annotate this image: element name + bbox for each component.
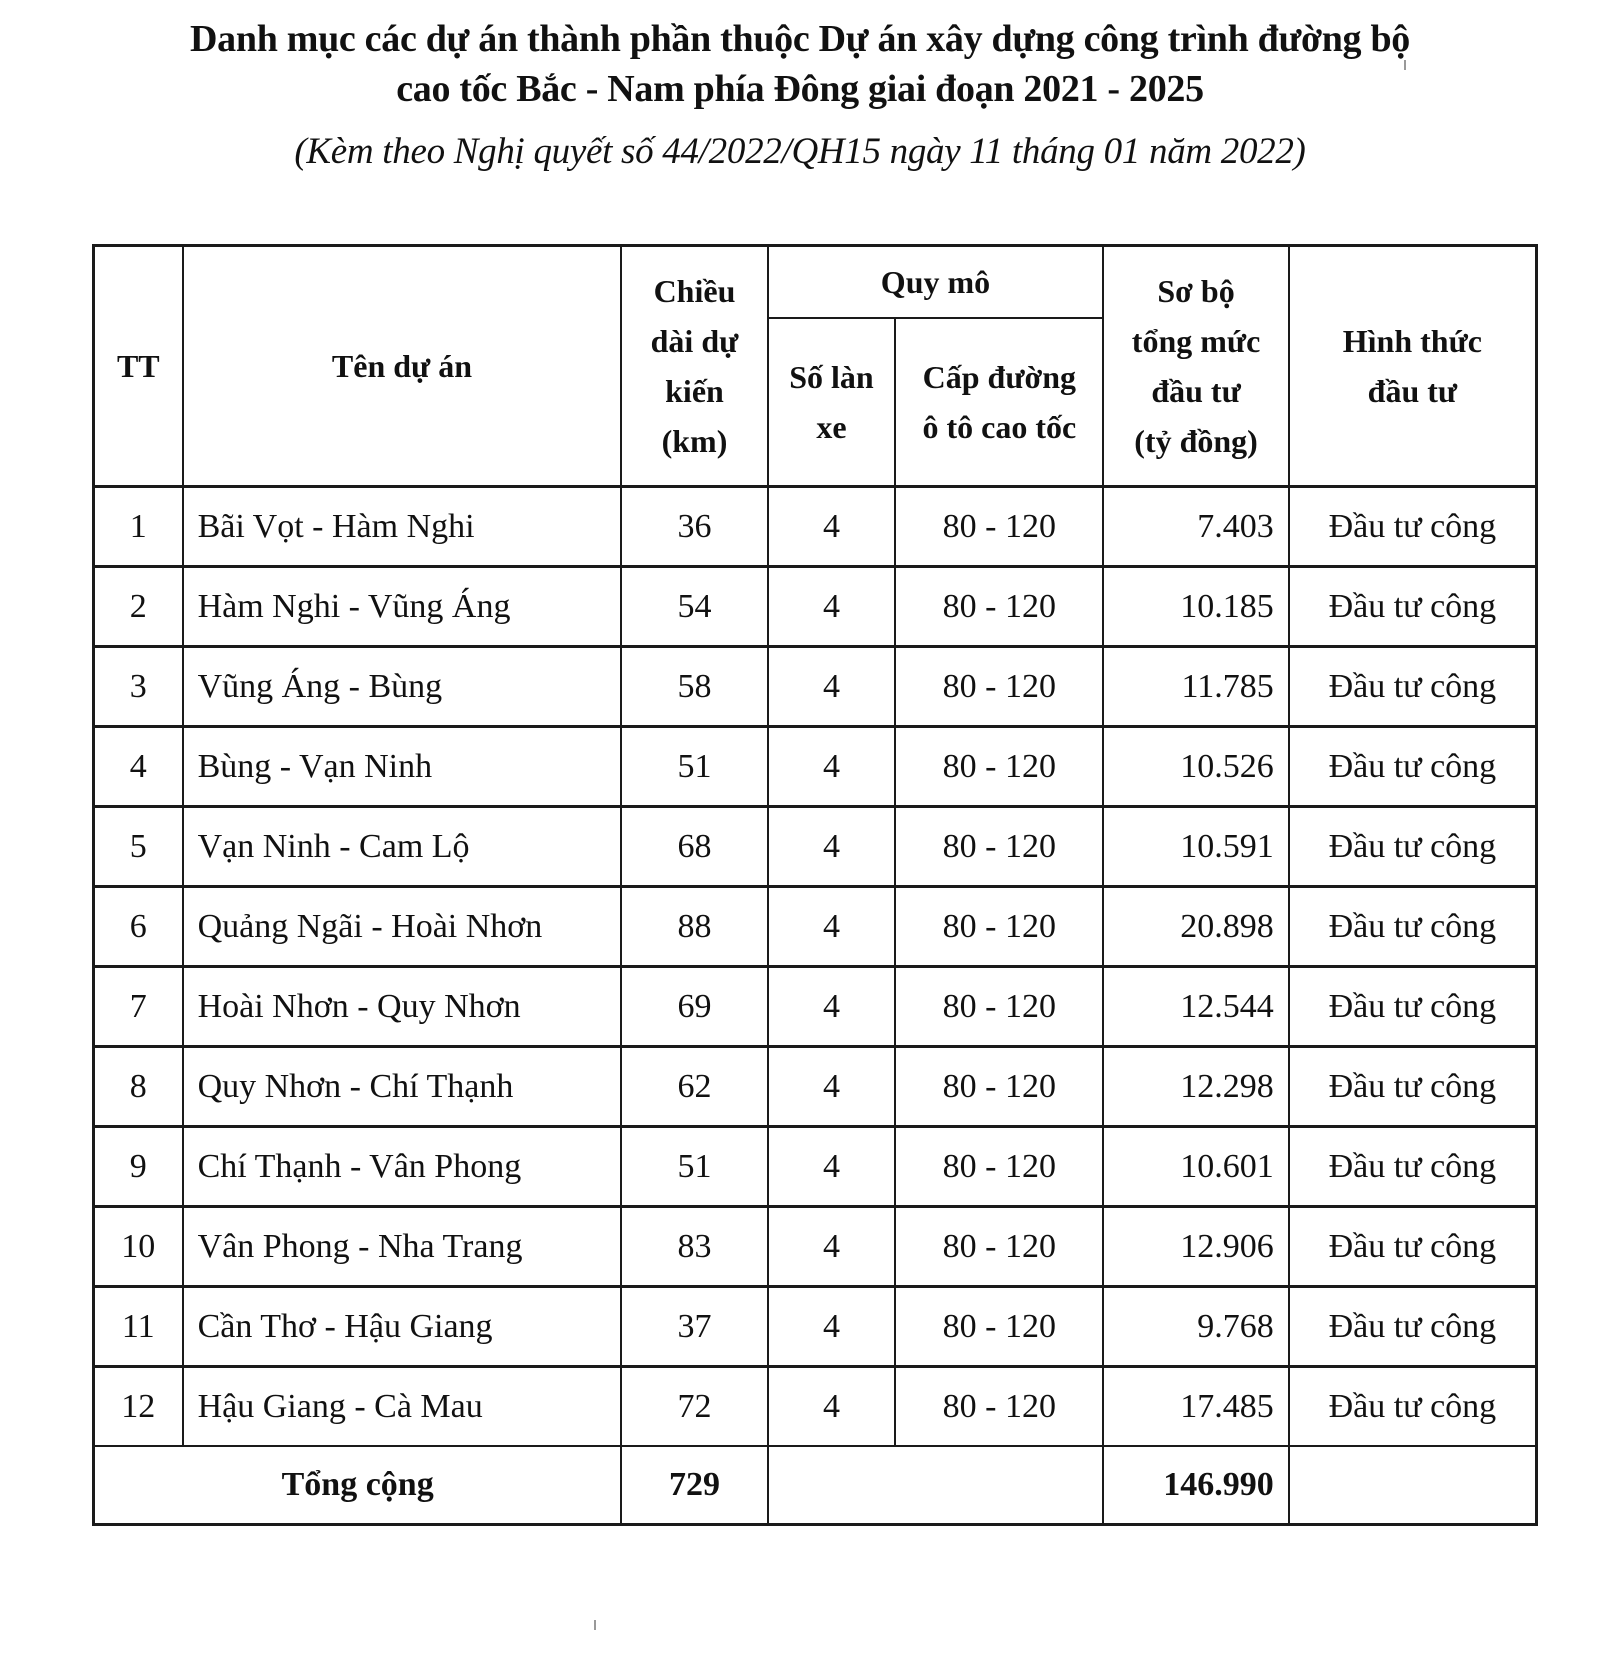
total-label: Tổng cộng [94,1446,622,1525]
total-length: 729 [621,1446,767,1525]
scan-speck [1404,60,1406,70]
header-length-line: (km) [661,423,728,459]
total-scale-empty [768,1446,1104,1525]
cell-investment-form: Đầu tư công [1289,807,1537,887]
cell-length: 88 [621,887,767,967]
table-row [94,487,1537,567]
cell-investment-form: Đầu tư công [1289,1127,1537,1207]
cell-lanes: 4 [768,1127,896,1207]
header-lanes-line: xe [816,409,847,445]
cell-cost: 12.544 [1103,967,1288,1047]
cell-lanes: 4 [768,887,896,967]
table-row [94,1127,1537,1207]
cell-project-name: Quy Nhơn - Chí Thạnh [183,1047,622,1127]
header-grade-line: Cấp đường [922,359,1077,395]
header-lanes-line: Số làn [789,359,874,395]
cell-length: 62 [621,1047,767,1127]
cell-lanes: 4 [768,1207,896,1287]
cell-cost: 17.485 [1103,1367,1288,1447]
table-row [94,1367,1537,1447]
cell-cost: 12.298 [1103,1047,1288,1127]
cell-tt: 7 [94,967,183,1047]
header-length-line: Chiều [653,273,736,309]
table-header [94,246,1537,487]
cell-project-name: Bãi Vọt - Hàm Nghi [183,487,622,567]
cell-lanes: 4 [768,647,896,727]
header-form-line: Hình thức [1342,323,1482,359]
cell-cost: 10.526 [1103,727,1288,807]
table-row [94,887,1537,967]
table-row [94,967,1537,1047]
scan-speck [594,1620,596,1630]
table-row [94,807,1537,887]
cell-cost: 12.906 [1103,1207,1288,1287]
header-tt: TT [94,246,183,487]
header-cost-line: (tỷ đồng) [1134,423,1258,459]
table-row [94,567,1537,647]
header-investment-form [1289,246,1537,487]
cell-tt: 12 [94,1367,183,1447]
cell-lanes: 4 [768,567,896,647]
cell-road-grade: 80 - 120 [895,967,1103,1047]
cell-lanes: 4 [768,967,896,1047]
table-row [94,1047,1537,1127]
cell-investment-form: Đầu tư công [1289,1207,1537,1287]
cell-road-grade: 80 - 120 [895,647,1103,727]
cell-project-name: Cần Thơ - Hậu Giang [183,1287,622,1367]
cell-lanes: 4 [768,727,896,807]
cell-investment-form: Đầu tư công [1289,567,1537,647]
header-grade-line: ô tô cao tốc [922,409,1077,445]
cell-cost: 10.601 [1103,1127,1288,1207]
cell-length: 58 [621,647,767,727]
header-cost-line: đầu tư [1151,373,1241,409]
cell-tt: 9 [94,1127,183,1207]
cell-project-name: Chí Thạnh - Vân Phong [183,1127,622,1207]
title-line-2: cao tốc Bắc - Nam phía Đông giai đoạn 2021 - 2025 [396,68,1204,110]
cell-investment-form: Đầu tư công [1289,487,1537,567]
cell-tt: 1 [94,487,183,567]
cell-length: 68 [621,807,767,887]
table-body [94,487,1537,1447]
cell-road-grade: 80 - 120 [895,807,1103,887]
header-length-line: dài dự [650,323,739,359]
cell-length: 51 [621,727,767,807]
cell-road-grade: 80 - 120 [895,567,1103,647]
cell-length: 54 [621,567,767,647]
header-cost [1103,246,1288,487]
cell-cost: 9.768 [1103,1287,1288,1367]
cell-tt: 11 [94,1287,183,1367]
cell-tt: 5 [94,807,183,887]
cell-tt: 2 [94,567,183,647]
cell-tt: 3 [94,647,183,727]
cell-tt: 6 [94,887,183,967]
cell-lanes: 4 [768,1047,896,1127]
total-cost: 146.990 [1103,1446,1288,1525]
cell-investment-form: Đầu tư công [1289,967,1537,1047]
cell-lanes: 4 [768,1367,896,1447]
cell-length: 69 [621,967,767,1047]
header-scale-group: Quy mô [768,246,1104,319]
cell-cost: 10.185 [1103,567,1288,647]
cell-investment-form: Đầu tư công [1289,1367,1537,1447]
cell-tt: 4 [94,727,183,807]
header-lanes [768,318,896,487]
cell-road-grade: 80 - 120 [895,1367,1103,1447]
total-row [94,1446,1537,1525]
projects-table [92,244,1538,1526]
cell-road-grade: 80 - 120 [895,1287,1103,1367]
cell-road-grade: 80 - 120 [895,1047,1103,1127]
cell-lanes: 4 [768,1287,896,1367]
cell-length: 37 [621,1287,767,1367]
cell-cost: 7.403 [1103,487,1288,567]
header-road-grade [895,318,1103,487]
cell-cost: 10.591 [1103,807,1288,887]
cell-tt: 8 [94,1047,183,1127]
table-row [94,1287,1537,1367]
title-line-1: Danh mục các dự án thành phần thuộc Dự án xây dựng công trình đường bộ [190,18,1410,60]
cell-investment-form: Đầu tư công [1289,727,1537,807]
table-row [94,647,1537,727]
cell-road-grade: 80 - 120 [895,887,1103,967]
header-cost-line: tổng mức [1131,323,1261,359]
cell-cost: 11.785 [1103,647,1288,727]
cell-project-name: Hàm Nghi - Vũng Áng [183,567,622,647]
cell-project-name: Vân Phong - Nha Trang [183,1207,622,1287]
cell-road-grade: 80 - 120 [895,1127,1103,1207]
document-subtitle: (Kèm theo Nghị quyết số 44/2022/QH15 ngày 11 tháng 01 năm 2022) [294,131,1306,172]
header-length [621,246,767,487]
cell-road-grade: 80 - 120 [895,1207,1103,1287]
cell-length: 83 [621,1207,767,1287]
cell-project-name: Hậu Giang - Cà Mau [183,1367,622,1447]
cell-lanes: 4 [768,807,896,887]
cell-investment-form: Đầu tư công [1289,647,1537,727]
header-form-line: đầu tư [1367,373,1458,409]
header-project-name: Tên dự án [183,246,622,487]
cell-investment-form: Đầu tư công [1289,1287,1537,1367]
table-row [94,727,1537,807]
cell-length: 72 [621,1367,767,1447]
table-row [94,1207,1537,1287]
header-cost-line: Sơ bộ [1157,273,1235,309]
cell-investment-form: Đầu tư công [1289,1047,1537,1127]
cell-project-name: Quảng Ngãi - Hoài Nhơn [183,887,622,967]
cell-road-grade: 80 - 120 [895,487,1103,567]
cell-lanes: 4 [768,487,896,567]
total-form-empty [1289,1446,1537,1525]
cell-length: 36 [621,487,767,567]
cell-length: 51 [621,1127,767,1207]
cell-project-name: Hoài Nhơn - Quy Nhơn [183,967,622,1047]
cell-project-name: Vũng Áng - Bùng [183,647,622,727]
cell-cost: 20.898 [1103,887,1288,967]
cell-project-name: Bùng - Vạn Ninh [183,727,622,807]
cell-investment-form: Đầu tư công [1289,887,1537,967]
cell-tt: 10 [94,1207,183,1287]
document-title [0,14,1600,114]
header-length-line: kiến [665,373,724,409]
cell-road-grade: 80 - 120 [895,727,1103,807]
cell-project-name: Vạn Ninh - Cam Lộ [183,807,622,887]
